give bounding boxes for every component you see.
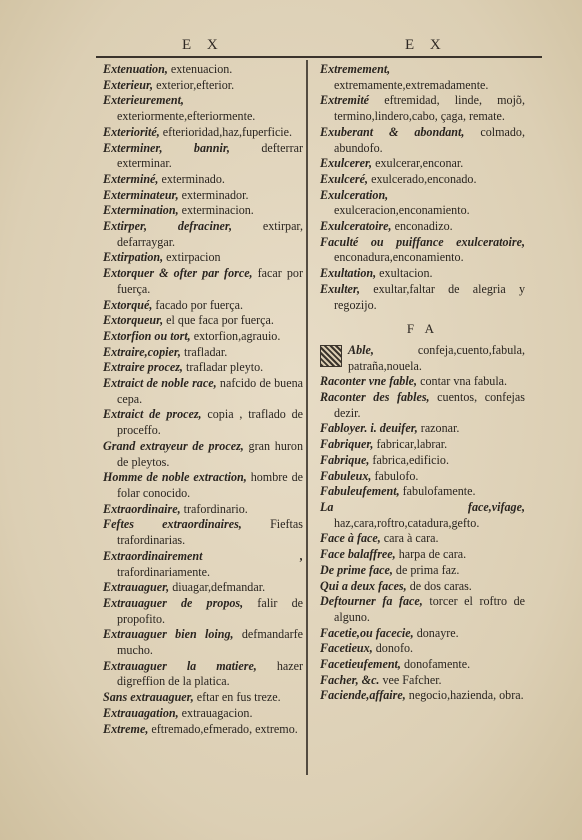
right-column [320,62,525,704]
entry-headword: Fabriquer, [320,437,374,452]
entry-translation: enconadizo. [391,219,453,234]
entry-headword: Exultation, [320,266,377,281]
dictionary-entry [320,688,525,704]
right-column-bottom-entries [320,374,525,704]
dictionary-entry [103,722,303,738]
entry-headword: Exulcerer, [320,156,373,171]
entry-translation: diuagar,defmandar. [169,580,266,595]
entry-headword: Extraict de noble race, [103,376,217,391]
dictionary-entry [320,673,525,689]
entry-headword: Extraordinaire, [103,501,181,516]
dictionary-entry [103,250,303,266]
dictionary-entry [320,125,525,156]
entry-headword: Facetieufement, [320,657,401,672]
entry-translation: donofamente. [400,657,471,672]
entry-headword: Extraire,copier, [103,344,181,359]
entry-translation: trafordinariamente. [117,564,211,579]
dictionary-entry [103,345,303,361]
entry-translation: exultacion. [376,266,433,281]
entry-translation: donofo. [372,641,414,656]
entry-translation: el que faca por fuerça. [163,313,274,328]
entry-headword: Extraict de procez, [103,407,202,422]
entry-headword: Exulceratoire, [320,219,392,234]
dictionary-entry [103,706,303,722]
entry-headword: Faciende,affaire, [320,688,406,703]
dictionary-entry [320,390,525,421]
dictionary-entry [103,596,303,627]
entry-headword: Extorquer & ofter par force, [103,266,253,281]
dictionary-entry [320,282,525,313]
entry-translation: exulcerar,enconar. [372,156,464,171]
dictionary-entry [320,421,525,437]
decorated-initial-f [320,345,342,367]
dictionary-entry [103,313,303,329]
dictionary-entry [320,469,525,485]
entry-translation: extenuacion. [167,62,233,76]
entry-translation: exteriormente,efteriormente. [117,109,256,124]
entry-translation: exterminador. [178,187,249,202]
dictionary-entry [320,156,525,172]
entry-headword: Extrauaguer la matiere, [103,658,257,673]
dictionary-entry [320,626,525,642]
entry-headword: Feftes extraordinaires, [103,517,242,532]
entry-translation: facar por fuerça. [117,266,303,296]
dictionary-entry [103,376,303,407]
dictionary-entry [103,172,303,188]
entry-headword: Exterminateur, [103,187,179,202]
entry-translation: trafladar. [180,344,228,359]
dictionary-entry [103,219,303,250]
entry-translation: exterminado. [158,171,225,186]
dictionary-entry [320,531,525,547]
left-column [103,62,303,737]
entry-translation: de dos caras. [406,578,472,593]
entry-headword: Exulceré, [320,171,369,186]
entry-headword: Extermination, [103,203,179,218]
entry-headword: Exterminé, [103,171,159,186]
entry-translation: negocio,hazienda, obra. [405,688,524,703]
entry-headword: Facetieux, [320,641,373,656]
entry-translation: extremamente,extremadamente. [334,77,489,92]
dictionary-entry [320,172,525,188]
dictionary-entry [320,453,525,469]
entry-headword: Exterieurement, [103,93,184,108]
entry-translation: nafcido de buena cepa. [117,376,304,406]
entry-translation: extirpacion [163,250,221,265]
entry-translation: enconadura,enconamiento. [334,250,464,265]
entry-headword: Exteriorité, [103,124,160,139]
entry-translation: facado por fuerça. [152,297,244,312]
entry-headword: Extirpation, [103,250,164,265]
right-column-top-entries [320,62,525,313]
entry-translation: colmado, abundofo. [334,124,525,155]
entry-translation: cara à cara. [380,531,439,546]
entry-translation: eftremidad, linde, mojõ, termino,lindero,cabo, çaga, remate. [334,93,525,124]
dictionary-entry [320,579,525,595]
entry-translation: efterioridad,haz,fuperficie. [159,124,293,139]
entry-translation: defterrar exterminar. [117,140,303,171]
entry-translation: exterminacion. [178,203,254,218]
header-right: E X [405,37,447,53]
column-divider [306,60,308,775]
entry-headword: Able, [348,342,374,357]
dictionary-entry [103,690,303,706]
dictionary-entry [103,78,303,94]
entry-translation: fabulofo. [371,468,419,483]
dictionary-entry [320,437,525,453]
entry-headword: Fabloyer. i. deuifer, [320,421,418,436]
dictionary-entry [320,657,525,673]
entry-headword: Fabuleux, [320,468,372,483]
entry-headword: Grand extrayeur de procez, [103,438,244,453]
entry-headword: Exulceration, [320,187,389,202]
entry-headword: De prime face, [320,562,393,577]
entry-headword: Fabuleufement, [320,484,400,499]
entry-headword: Raconter vne fable, [320,374,418,389]
dictionary-entry [320,235,525,266]
dictionary-entry [103,407,303,438]
dictionary-entry [103,141,303,172]
dictionary-entry [103,266,303,297]
dictionary-entry [320,594,525,625]
header-left: E X [182,37,224,53]
entry-headword: Exuberant & abondant, [320,124,465,139]
dictionary-entry [103,470,303,501]
entry-translation: cuentos, confejas dezir. [334,390,525,420]
running-header [96,34,542,58]
entry-translation: hazer digreffion de la platica. [117,658,303,689]
dictionary-entry [103,125,303,141]
entry-translation: copia , traflado de proceffo. [117,407,304,438]
entry-headword: Extrauagation, [103,705,179,720]
entry-headword: Facetie,ou facecie, [320,625,414,640]
entry-headword: Extraordinairement , [103,548,303,563]
entry-translation: defmandarfe mucho. [117,627,303,658]
entry-translation: trafladar pleyto. [182,360,264,375]
dictionary-entry [320,547,525,563]
entry-headword: Face balaffree, [320,547,396,562]
entry-headword: Facher, &c. [320,672,380,687]
dictionary-entry [320,188,525,219]
entry-translation: contar vna fabula. [417,374,508,389]
entry-translation: extirpar, defarraygar. [117,219,304,249]
dictionary-entry [320,484,525,500]
dictionary-entry [103,93,303,124]
entry-translation: donayre. [413,625,459,640]
entry-headword: Extorfion ou tort, [103,328,191,343]
entry-headword: Sans extrauaguer, [103,690,194,705]
entry-translation: exulcerado,enconado. [368,171,477,186]
dictionary-entry [320,500,525,531]
entry-translation: eftar en fus treze. [193,690,281,705]
dictionary-entry [320,374,525,390]
entry-headword: Deftourner fa face, [320,594,423,609]
dictionary-entry [103,188,303,204]
entry-headword: Face à face, [320,531,381,546]
entry-headword: Extraire procez, [103,360,183,375]
entry-translation: confeja,cuento,fabula, patraña,nouela. [348,342,525,373]
first-entry [320,343,525,374]
dictionary-entry [103,203,303,219]
entry-headword: Extremité [320,93,370,108]
dictionary-entry [103,517,303,548]
dictionary-entry [103,298,303,314]
dictionary-entry [103,360,303,376]
entry-headword: Extrauaguer, [103,580,170,595]
dictionary-entry [320,219,525,235]
dictionary-entry [103,659,303,690]
entry-headword: Raconter des fables, [320,390,430,405]
entry-headword: Extenuation, [103,62,168,76]
entry-headword: Extrauaguer bien loing, [103,627,234,642]
dictionary-entry [320,62,525,93]
dictionary-entry [103,502,303,518]
entry-translation: torcer el roftro de alguno. [334,594,525,624]
entry-translation: exterior,efterior. [153,77,235,92]
entry-headword: Fabrique, [320,452,370,467]
entry-headword: Qui a deux faces, [320,578,407,593]
dictionary-entry [320,266,525,282]
entry-translation: razonar. [417,421,460,436]
dictionary-entry [103,439,303,470]
entry-translation: haz,cara,roftro,catadura,gefto. [334,515,480,530]
entry-headword: Extorqueur, [103,313,164,328]
entry-headword: Exterminer, bannir, [103,140,230,155]
entry-headword: Extreme, [103,721,149,736]
dictionary-entry [320,641,525,657]
entry-headword: Extremement, [320,62,391,76]
dictionary-entry [320,93,525,124]
entry-translation: eftremado,efmerado, extremo. [148,721,298,736]
entry-headword: Exterieur, [103,77,154,92]
dictionary-entry [320,563,525,579]
entry-headword: Extorqué, [103,297,153,312]
entry-translation: fabricar,labrar. [373,437,448,452]
entry-headword: Faculté ou puiffance exulceratoire, [320,234,525,249]
entry-headword: La face,vifage, [320,499,525,514]
dictionary-entry [103,580,303,596]
entry-translation: de prima faz. [392,562,460,577]
entry-translation: gran huron de pleytos. [117,438,303,469]
dictionary-entry [103,62,303,78]
entry-translation: harpa de cara. [395,547,467,562]
entry-translation: exultar,faltar de alegria y regozijo. [334,281,525,312]
dictionary-entry [103,329,303,345]
entry-translation: exulceracion,enconamiento. [334,203,470,218]
entry-headword: Extrauaguer de propos, [103,595,244,610]
entry-translation: hombre de folar conocido. [117,470,303,500]
entry-headword: Homme de noble extraction, [103,470,247,485]
entry-translation: trafordinario. [180,501,248,516]
entry-translation: fabrica,edificio. [369,452,449,467]
entry-translation: Fieftas trafordinarias. [117,517,303,548]
entry-headword: Extirper, defraciner, [103,219,232,234]
entry-headword: Exulter, [320,281,360,296]
dictionary-entry [103,627,303,658]
dictionary-entry [103,549,303,580]
section-heading: F A [406,321,439,337]
entry-translation: extorfion,agrauio. [190,328,281,343]
entry-translation: extrauagacion. [178,705,253,720]
entry-translation: fabulofamente. [399,484,476,499]
entry-translation: falir de propofito. [117,595,304,626]
entry-translation: vee Fafcher. [379,672,442,687]
